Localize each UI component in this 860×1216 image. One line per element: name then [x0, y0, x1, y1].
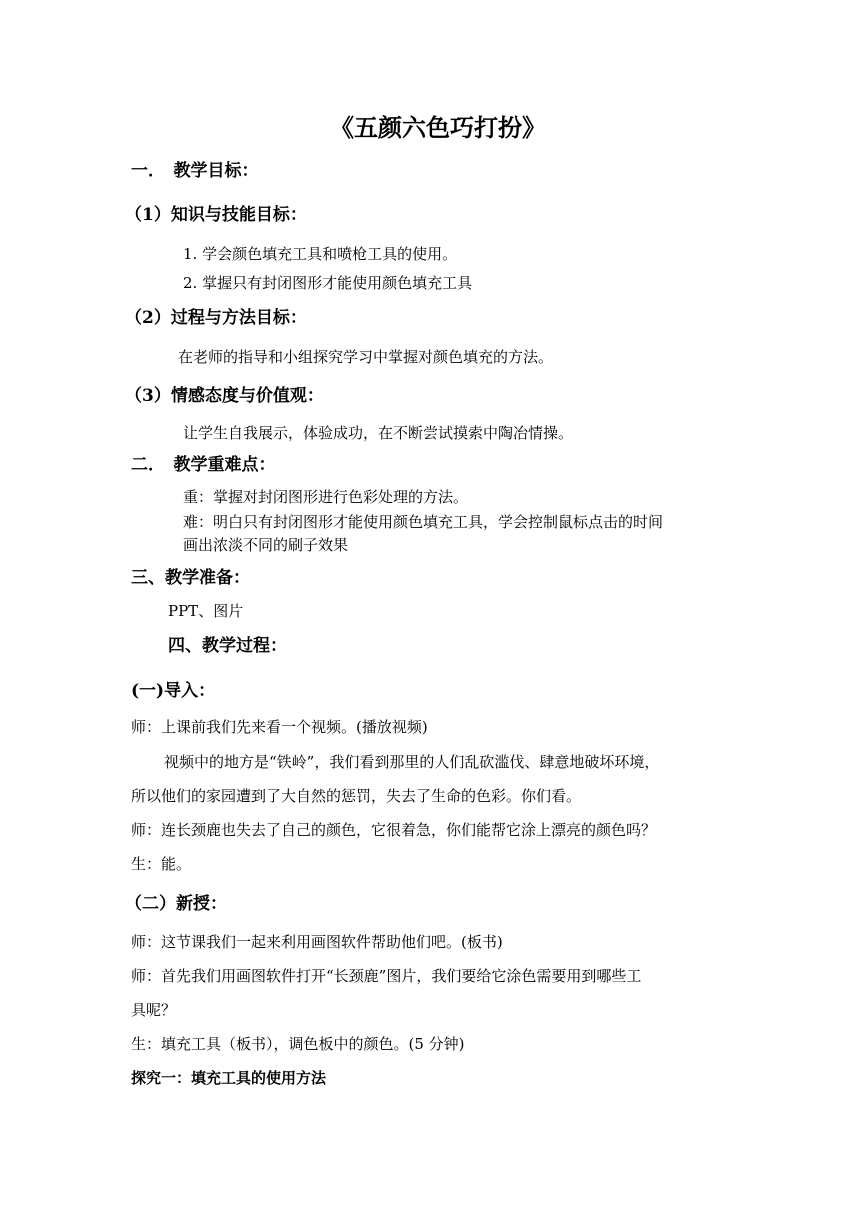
part-1-line: 师：上课前我们先来看一个视频。(播放视频): [131, 718, 428, 736]
part-1-line: 视频中的地方是“铁岭”，我们看到那里的人们乱砍滥伐、肆意地破坏环境，: [164, 753, 660, 771]
knowledge-item-1: 1. 学会颜色填充工具和喷枪工具的使用。: [183, 245, 458, 263]
part-2-line: 生：填充工具（板书），调色板中的颜色。(5 分钟): [131, 1035, 465, 1053]
subsection-knowledge-heading: （1）知识与技能目标：: [125, 205, 307, 225]
section-1-heading: 一． 教学目标：: [131, 161, 259, 181]
subsection-attitude-heading: （3）情感态度与价值观：: [125, 386, 324, 406]
attitude-text: 让学生自我展示，体验成功，在不断尝试摸索中陶冶情操。: [183, 424, 574, 442]
part-1-heading: (一)导入：: [131, 681, 216, 701]
part-1-line: 所以他们的家园遭到了大自然的惩罚，失去了生命的色彩。你们看。: [131, 787, 582, 805]
explore-heading: 探究一：填充工具的使用方法: [131, 1069, 327, 1087]
part-2-line: 具呢？: [131, 1001, 177, 1019]
section-4-heading: 四、教学过程：: [168, 636, 287, 656]
part-2-line: 师：首先我们用画图软件打开“长颈鹿”图片，我们要给它涂色需要用到哪些工: [131, 967, 642, 985]
knowledge-item-2: 2. 掌握只有封闭图形才能使用颜色填充工具: [183, 274, 473, 292]
part-2-line: 师：这节课我们一起来利用画图软件帮助他们吧。(板书): [131, 933, 503, 951]
part-1-line: 生：能。: [131, 855, 192, 873]
key-point-text: 重：掌握对封闭图形进行色彩处理的方法。: [183, 488, 469, 506]
section-2-heading: 二． 教学重难点：: [131, 455, 276, 475]
section-3-heading: 三、教学准备：: [131, 568, 250, 588]
process-text: 在老师的指导和小组探究学习中掌握对颜色填充的方法。: [178, 348, 554, 366]
part-1-line: 师：连长颈鹿也失去了自己的颜色，它很着急，你们能帮它涂上漂亮的颜色吗？: [131, 821, 657, 839]
part-2-heading: （二）新授：: [125, 894, 227, 914]
subsection-process-heading: （2）过程与方法目标：: [125, 308, 307, 328]
difficult-point-line-1: 难：明白只有封闭图形才能使用颜色填充工具，学会控制鼠标点击的时间: [183, 513, 664, 531]
preparation-text: PPT、图片: [168, 602, 244, 620]
difficult-point-line-2: 画出浓淡不同的刷子效果: [183, 536, 349, 554]
page-title: 《五颜六色巧打扮》: [330, 113, 546, 142]
